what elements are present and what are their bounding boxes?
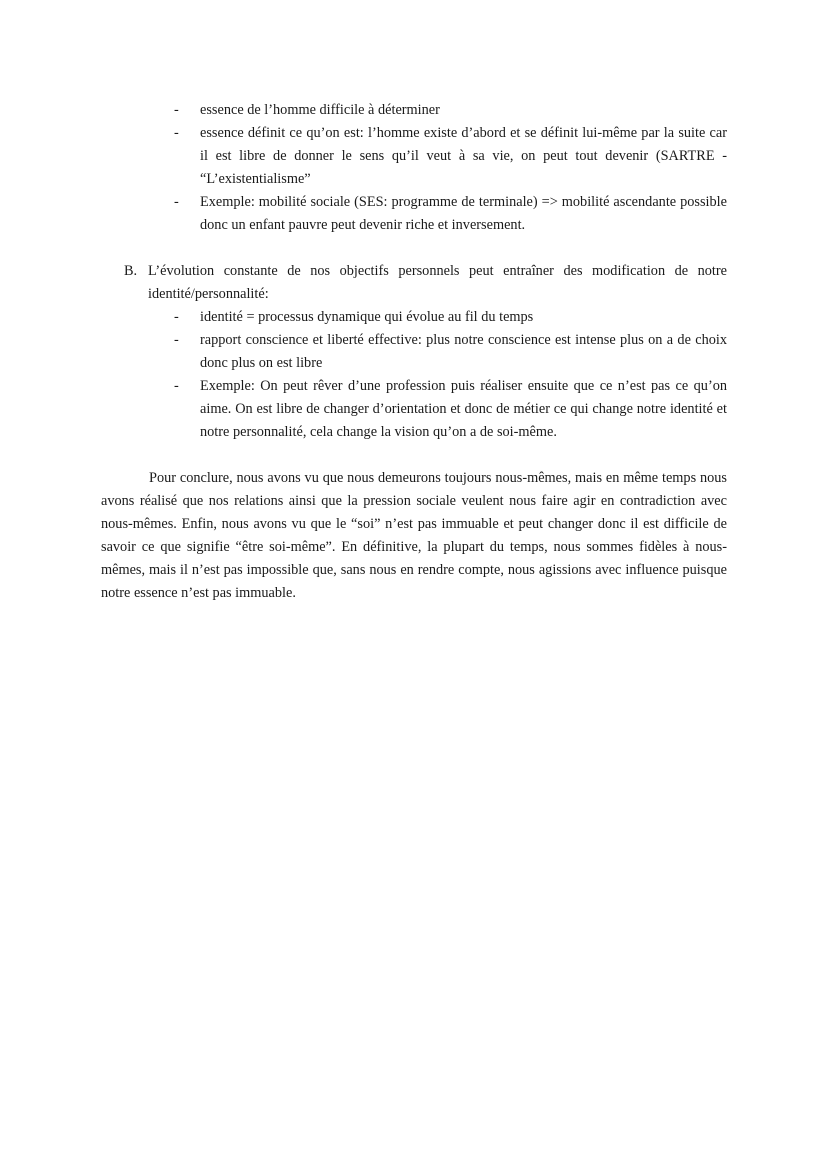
list-item xyxy=(174,191,727,237)
list-item xyxy=(174,122,727,191)
conclusion-paragraph: Pour conclure, nous avons vu que nous demeurons toujours nous-mêmes, mais en même temps nous avons réalisé que nos relations ainsi que la pression sociale veulent nous faire agir en contradiction avec nous-mêmes. Enfin, nous avons vu que le “soi” n’est pas immuable et peut changer donc il est difficile de savoir ce que signifie “être soi-même”. En définitive, la plupart du temps, nous sommes fidèles à nous-mêmes, mais il n’est pas impossible que, sans nous en rendre compte, nous agissions avec influence puisque notre essence n’est pas immuable. xyxy=(101,470,727,601)
bullet-dash: - xyxy=(174,125,179,141)
section-b-bullet-list xyxy=(174,306,727,444)
list-item xyxy=(174,306,727,329)
bullet-text: essence définit ce qu’on est: l’homme existe d’abord et se définit lui-même par la suite car il est libre de donner le sens qu’il veut à sa vie, on peut tout devenir (SARTRE - “L’existentialisme” xyxy=(200,125,727,187)
bullet-dash: - xyxy=(174,332,179,348)
bullet-text: identité = processus dynamique qui évolue au fil du temps xyxy=(200,309,534,325)
bullet-dash: - xyxy=(174,194,179,210)
bullet-dash: - xyxy=(174,102,179,118)
section-b-marker: B. xyxy=(124,263,138,279)
bullet-dash: - xyxy=(174,309,179,325)
bullet-text: rapport conscience et liberté effective: plus notre conscience est intense plus on a de choix donc plus on est libre xyxy=(200,332,727,371)
list-item xyxy=(174,375,727,444)
list-item xyxy=(174,329,727,375)
section-b-heading: L’évolution constante de nos objectifs personnels peut entraîner des modification de notre identité/personnalité: xyxy=(148,263,727,302)
bullet-text: essence de l’homme difficile à déterminer xyxy=(200,102,440,118)
section-b xyxy=(124,260,727,444)
bullet-dash: - xyxy=(174,378,179,394)
bullet-text: Exemple: mobilité sociale (SES: programme de terminale) => mobilité ascendante possible donc un enfant pauvre peut devenir riche et inversement. xyxy=(200,194,727,233)
bullet-text: Exemple: On peut rêver d’une profession puis réaliser ensuite que ce n’est pas ce qu’on aime. On est libre de changer d’orientation et donc de métier ce qui change notre identité et notre personnalité, cela change la vision qu’on a de soi-même. xyxy=(200,378,727,440)
section-a-bullet-list xyxy=(174,99,727,237)
list-item xyxy=(174,99,727,122)
